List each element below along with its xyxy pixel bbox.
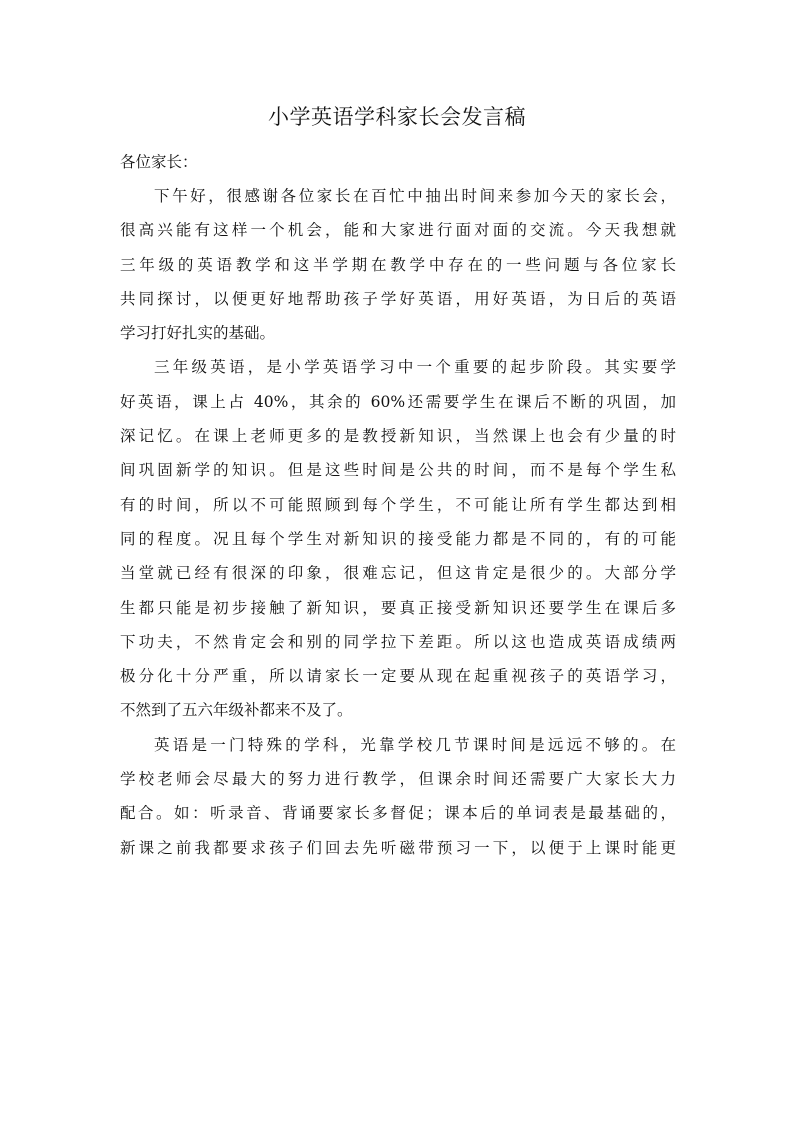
text-line: 深记忆。在课上老师更多的是教授新知识，当然课上也会有少量的时 — [120, 427, 676, 446]
text-line: 极分化十分严重，所以请家长一定要从现在起重视孩子的英语学习， — [120, 667, 676, 686]
text-line: 三年级英语，是小学英语学习中一个重要的起步阶段。其实要学 — [154, 358, 676, 377]
text-line: 英语是一门特殊的学科，光靠学校几节课时间是远远不够的。在 — [154, 735, 676, 754]
salutation: 各位家长： — [120, 153, 198, 171]
text-line: 学校老师会尽最大的努力进行教学，但课余时间还需要广大家长大力 — [120, 770, 676, 789]
paragraph-3 — [120, 728, 676, 865]
text-line: 学习打好扎实的基础。 — [120, 324, 276, 343]
text-line: 下功夫，不然肯定会和别的同学拉下差距。所以这也造成英语成绩两 — [120, 632, 676, 651]
text-line: 同的程度。况且每个学生对新知识的接受能力都是不同的，有的可能 — [120, 529, 676, 548]
paragraph-2 — [120, 350, 676, 727]
text-line: 当堂就已经有很深的印象，很难忘记，但这肯定是很少的。大部分学 — [120, 564, 676, 583]
text-line: 下午好，很感谢各位家长在百忙中抽出时间来参加今天的家长会， — [154, 187, 676, 205]
document-title: 小学英语学科家长会发言稿 — [268, 105, 526, 129]
text-line: 共同探讨，以便更好地帮助孩子学好英语，用好英语，为日后的英语 — [120, 289, 676, 308]
text-line: 间巩固新学的知识。但是这些时间是公共的时间，而不是每个学生私 — [120, 461, 676, 480]
text-line: 有的时间，所以不可能照顾到每个学生，不可能让所有学生都达到相 — [120, 495, 676, 514]
text-line: 三年级的英语教学和这半学期在教学中存在的一些问题与各位家长 — [120, 255, 676, 274]
text-line: 生都只能是初步接触了新知识，要真正接受新知识还要学生在课后多 — [120, 598, 676, 617]
text-line: 不然到了五六年级补都来不及了。 — [120, 701, 353, 720]
text-line: 很高兴能有这样一个机会，能和大家进行面对面的交流。今天我想就 — [120, 221, 676, 240]
text-line: 新课之前我都要求孩子们回去先听磁带预习一下，以便于上课时能更 — [120, 838, 676, 857]
document-body — [120, 145, 676, 865]
text-line: 配合。如：听录音、背诵要家长多督促；课本后的单词表是最基础的， — [120, 804, 676, 823]
paragraph-1 — [120, 179, 676, 350]
text-line: 好英语，课上占 40%，其余的 60%还需要学生在课后不断的巩固，加 — [120, 392, 676, 411]
